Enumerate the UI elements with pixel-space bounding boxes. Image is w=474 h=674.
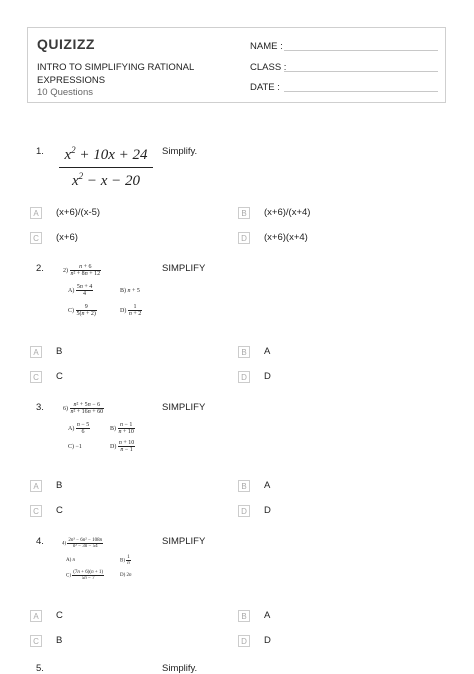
question-prompt: SIMPLIFY — [162, 536, 206, 547]
date-label: DATE : — [250, 82, 280, 93]
question-number: 1. — [36, 146, 44, 157]
class-line — [284, 71, 438, 72]
class-label: CLASS : — [250, 62, 287, 73]
question-prompt: Simplify. — [162, 146, 198, 157]
question-3-image: 6) $\frac{\text{n² + 5n − 6}}{\text{n² + 16n + 60}}$ A) $\frac{n - 5}{6}$ B) $\frac{n - 1}{n + 10}$ C) −1 D) $\frac{n + 10}{n - 1}$ — [63, 402, 135, 453]
question-1-expression: $x^2 + 10x + 24$ $x^2 - x - 20$ — [58, 145, 154, 190]
question-prompt: SIMPLIFY — [162, 402, 206, 413]
class-field[interactable] — [250, 62, 286, 73]
question-4-image: 4) $\frac{\text{2n³ − 6n² − 108n}}{\text{n² − 3n − 54}}$ A) n B) $\frac{1}{n}$ C) $\frac{(7n + 6)(n + 1)}{5n - 7}$ D) 2n — [62, 538, 132, 581]
name-field[interactable] — [250, 41, 283, 52]
question-2-image: 2) $\frac{n + 6}{\text{n² + 8n + 12}}$ A) $\frac{5n + 4}{4}$ B) n + 5 C) $\frac{9}{5(n + 2)}$ D) $\frac{1}{n + 2}$ — [63, 264, 142, 317]
name-label: NAME : — [250, 41, 283, 52]
worksheet-header — [27, 27, 446, 103]
quizizz-logo: QUIZIZZ — [37, 36, 95, 52]
question-number: 3. — [36, 402, 44, 413]
worksheet-title: INTRO TO SIMPLIFYING RATIONAL EXPRESSIONS — [37, 62, 194, 86]
date-field[interactable] — [250, 82, 280, 93]
name-line — [284, 50, 438, 51]
question-prompt: Simplify. — [162, 663, 198, 674]
question-count: 10 Questions — [37, 87, 93, 98]
question-number: 2. — [36, 263, 44, 274]
question-number: 5. — [36, 663, 44, 674]
date-line — [284, 91, 438, 92]
question-prompt: SIMPLIFY — [162, 263, 206, 274]
question-number: 4. — [36, 536, 44, 547]
